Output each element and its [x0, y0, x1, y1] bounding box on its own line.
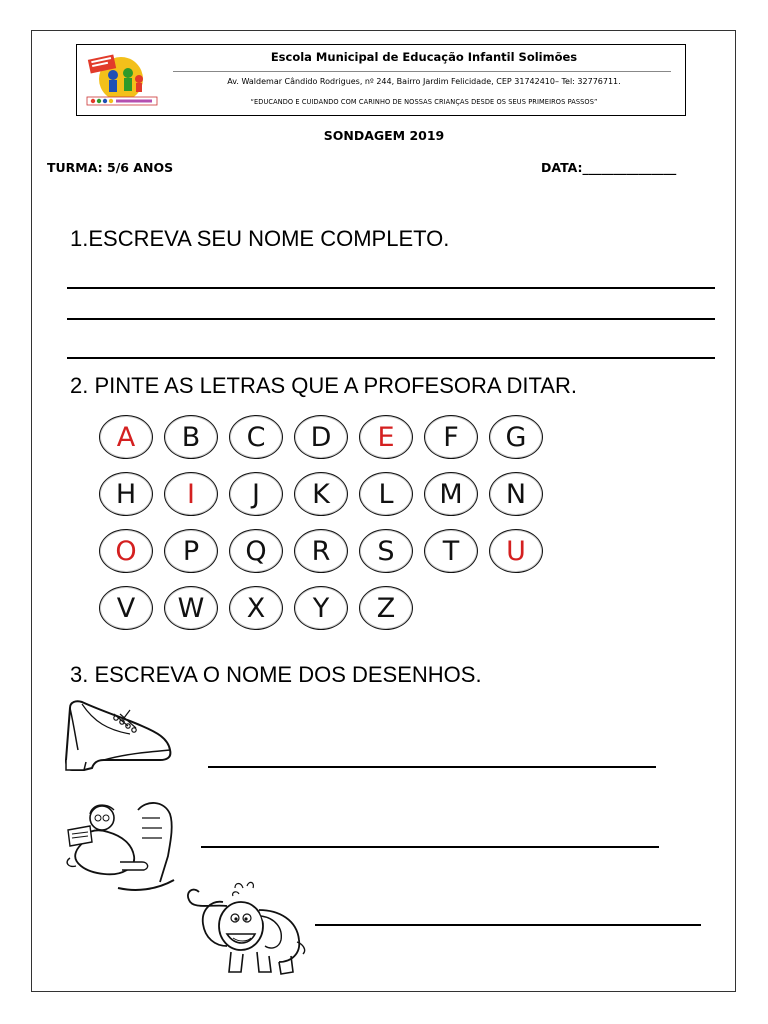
alphabet-grid — [99, 415, 569, 645]
letter-bubble-x[interactable]: X — [229, 586, 283, 630]
date-field[interactable]: DATA:_______________ — [541, 160, 677, 175]
page-title: SONDAGEM 2019 — [323, 128, 445, 143]
letter-bubble-e[interactable]: E — [359, 415, 413, 459]
letter-bubble-r[interactable]: R — [294, 529, 348, 573]
shoe-icon — [64, 696, 176, 780]
drawing-answer-line-1[interactable] — [208, 766, 656, 768]
letter-bubble-j[interactable]: J — [229, 472, 283, 516]
letter-bubble-i[interactable]: I — [164, 472, 218, 516]
school-logo-icon — [83, 51, 161, 109]
school-motto: “EDUCANDO E CUIDANDO COM CARINHO DE NOSSAS CRIANÇAS DESDE OS SEUS PRIMEIROS PASSOS” — [250, 98, 598, 106]
letter-bubble-c[interactable]: C — [229, 415, 283, 459]
letter-bubble-q[interactable]: Q — [229, 529, 283, 573]
letter-bubble-s[interactable]: S — [359, 529, 413, 573]
letter-bubble-u[interactable]: U — [489, 529, 543, 573]
letter-bubble-t[interactable]: T — [424, 529, 478, 573]
letter-bubble-b[interactable]: B — [164, 415, 218, 459]
name-answer-line-2[interactable] — [67, 318, 715, 320]
school-header — [76, 44, 686, 116]
letter-bubble-o[interactable]: O — [99, 529, 153, 573]
letter-bubble-n[interactable]: N — [489, 472, 543, 516]
class-label: TURMA: 5/6 ANOS — [47, 160, 174, 175]
letter-bubble-f[interactable]: F — [424, 415, 478, 459]
question-3: 3. ESCREVA O NOME DOS DESENHOS. — [70, 662, 482, 687]
letter-bubble-g[interactable]: G — [489, 415, 543, 459]
letter-bubble-h[interactable]: H — [99, 472, 153, 516]
letter-bubble-a[interactable]: A — [99, 415, 153, 459]
letter-bubble-l[interactable]: L — [359, 472, 413, 516]
elephant-icon — [183, 880, 311, 980]
school-address: Av. Waldemar Cândido Rodrigues, nº 244, Bairro Jardim Felicidade, CEP 31742410– Tel: 32776711. — [227, 77, 621, 86]
letter-bubble-w[interactable]: W — [164, 586, 218, 630]
letter-bubble-p[interactable]: P — [164, 529, 218, 573]
header-divider — [173, 71, 671, 72]
name-answer-line-3[interactable] — [67, 357, 715, 359]
letter-bubble-y[interactable]: Y — [294, 586, 348, 630]
school-name: Escola Municipal de Educação Infantil Solimões — [270, 50, 578, 64]
letter-bubble-v[interactable]: V — [99, 586, 153, 630]
letter-bubble-k[interactable]: K — [294, 472, 348, 516]
letter-bubble-d[interactable]: D — [294, 415, 348, 459]
question-1: 1.ESCREVA SEU NOME COMPLETO. — [70, 226, 450, 251]
letter-bubble-m[interactable]: M — [424, 472, 478, 516]
question-2: 2. PINTE AS LETRAS QUE A PROFESORA DITAR. — [70, 373, 577, 398]
name-answer-line-1[interactable] — [67, 287, 715, 289]
letter-bubble-z[interactable]: Z — [359, 586, 413, 630]
grandmother-rocking-chair-icon — [56, 796, 182, 892]
drawing-answer-line-3[interactable] — [315, 924, 701, 926]
drawing-answer-line-2[interactable] — [201, 846, 659, 848]
